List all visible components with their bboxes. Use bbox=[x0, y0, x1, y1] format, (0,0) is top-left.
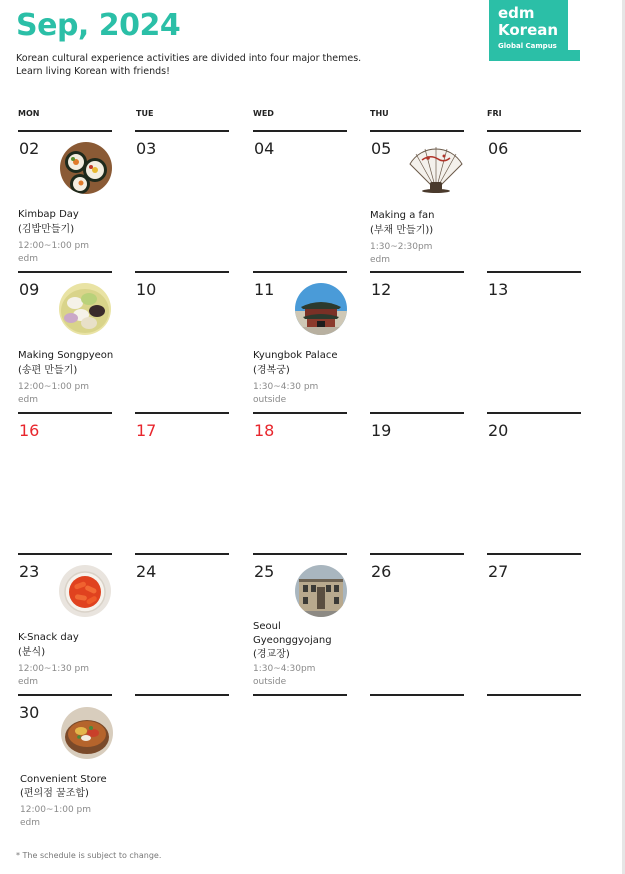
holiday-day-number: 17 bbox=[136, 421, 157, 440]
day-cell-27 bbox=[487, 553, 581, 689]
weekday-wed: WED bbox=[253, 109, 274, 118]
event-time: 1:30~4:30 pm bbox=[253, 382, 319, 392]
day-cell-26 bbox=[370, 553, 464, 689]
event-title-line-1: Seoul bbox=[253, 621, 281, 632]
day-cell-23 bbox=[18, 553, 112, 689]
event-title: Making a fan bbox=[370, 210, 435, 221]
holiday-day-number: 18 bbox=[254, 421, 275, 440]
day-divider bbox=[253, 553, 347, 555]
weekday-mon: MON bbox=[18, 109, 40, 118]
day-divider bbox=[135, 553, 229, 555]
day-divider bbox=[135, 130, 229, 132]
day-cell-30 bbox=[18, 694, 112, 830]
event-korean-title: (부채 만들기)) bbox=[370, 225, 434, 236]
subtitle-line-2: Learn living Korean with friends! bbox=[16, 66, 170, 77]
store-food-photo bbox=[61, 707, 113, 759]
day-cell-12 bbox=[370, 271, 464, 407]
day-number: 19 bbox=[371, 421, 392, 440]
day-cell-16 bbox=[18, 412, 112, 548]
day-divider bbox=[18, 271, 112, 273]
event-time: 1:30~4:30pm bbox=[253, 664, 316, 674]
logo-text-campus: Global Campus bbox=[498, 42, 557, 50]
day-divider bbox=[487, 553, 581, 555]
day-cell-06 bbox=[487, 130, 581, 266]
event-title-line-2: Gyeonggyojang bbox=[253, 635, 332, 646]
day-divider bbox=[135, 271, 229, 273]
logo-text-edm: edm bbox=[498, 4, 535, 22]
event-location: outside bbox=[253, 677, 287, 687]
event-korean-title: (김밥만들기) bbox=[18, 224, 75, 235]
day-number: 25 bbox=[254, 562, 275, 581]
event-location: edm bbox=[20, 818, 41, 828]
day-cell-05 bbox=[370, 130, 464, 266]
event-time: 12:00~1:30 pm bbox=[18, 664, 90, 674]
day-divider bbox=[253, 271, 347, 273]
day-number: 13 bbox=[488, 280, 509, 299]
day-divider bbox=[253, 694, 347, 696]
event-time: 12:00~1:00 pm bbox=[18, 241, 90, 251]
event-korean-title: (송편 만들기) bbox=[18, 365, 78, 376]
event-title: Kyungbok Palace bbox=[253, 350, 338, 361]
event-location: edm bbox=[18, 677, 39, 687]
day-divider bbox=[18, 412, 112, 414]
weekday-tue: TUE bbox=[136, 109, 154, 118]
day-cell-17 bbox=[135, 412, 229, 548]
event-location: edm bbox=[370, 255, 391, 265]
day-number: 27 bbox=[488, 562, 509, 581]
day-divider bbox=[18, 130, 112, 132]
day-divider bbox=[370, 271, 464, 273]
day-number: 30 bbox=[19, 703, 40, 722]
day-cell-11 bbox=[253, 271, 347, 407]
day-divider bbox=[253, 412, 347, 414]
event-title: Kimbap Day bbox=[18, 209, 79, 220]
day-divider bbox=[18, 694, 112, 696]
day-divider bbox=[487, 694, 581, 696]
holiday-day-number: 16 bbox=[19, 421, 40, 440]
event-time: 1:30~2:30pm bbox=[370, 242, 433, 252]
day-cell-03 bbox=[135, 130, 229, 266]
page-title: Sep, 2024 bbox=[16, 8, 181, 43]
event-korean-title: (경복궁) bbox=[253, 365, 290, 376]
day-divider bbox=[253, 130, 347, 132]
day-divider bbox=[18, 553, 112, 555]
songpyeon-photo bbox=[59, 283, 111, 335]
day-number: 11 bbox=[254, 280, 275, 299]
day-cell-20 bbox=[487, 412, 581, 548]
event-time: 12:00~1:00 pm bbox=[20, 805, 92, 815]
day-cell-02 bbox=[18, 130, 112, 266]
day-number: 10 bbox=[136, 280, 157, 299]
day-cell-19 bbox=[370, 412, 464, 548]
day-divider bbox=[135, 694, 229, 696]
day-number: 05 bbox=[371, 139, 392, 158]
day-cell-24 bbox=[135, 553, 229, 689]
day-number: 24 bbox=[136, 562, 157, 581]
day-number: 09 bbox=[19, 280, 40, 299]
day-divider bbox=[135, 412, 229, 414]
kimbap-photo bbox=[60, 142, 112, 194]
event-location: edm bbox=[18, 254, 39, 264]
fan-photo bbox=[408, 144, 464, 194]
logo-text-korean: Korean bbox=[498, 21, 559, 39]
day-number: 06 bbox=[488, 139, 509, 158]
event-location: outside bbox=[253, 395, 287, 405]
day-number: 26 bbox=[371, 562, 392, 581]
day-divider bbox=[370, 694, 464, 696]
day-number: 20 bbox=[488, 421, 509, 440]
tteokbokki-photo bbox=[59, 565, 111, 617]
event-time: 12:00~1:00 pm bbox=[18, 382, 90, 392]
day-divider bbox=[487, 130, 581, 132]
day-divider bbox=[370, 412, 464, 414]
day-cell-09 bbox=[18, 271, 112, 407]
event-korean-title: (경교장) bbox=[253, 649, 290, 660]
day-number: 12 bbox=[371, 280, 392, 299]
event-korean-title: (분식) bbox=[18, 647, 46, 658]
gyeonggyojang-photo bbox=[295, 565, 347, 617]
event-title: K-Snack day bbox=[18, 632, 79, 643]
day-number: 04 bbox=[254, 139, 275, 158]
schedule-note: * The schedule is subject to change. bbox=[16, 851, 162, 860]
weekday-fri: FRI bbox=[487, 109, 502, 118]
day-divider bbox=[370, 553, 464, 555]
day-divider bbox=[370, 130, 464, 132]
event-title: Making Songpyeon bbox=[18, 350, 114, 361]
day-number: 02 bbox=[19, 139, 40, 158]
day-number: 23 bbox=[19, 562, 40, 581]
day-cell-10 bbox=[135, 271, 229, 407]
logo-accent bbox=[568, 50, 580, 61]
palace-photo bbox=[295, 283, 347, 335]
event-location: edm bbox=[18, 395, 39, 405]
subtitle-line-1: Korean cultural experience activities are divided into four major themes. bbox=[16, 53, 362, 64]
day-cell-18 bbox=[253, 412, 347, 548]
day-divider bbox=[487, 271, 581, 273]
day-cell-25 bbox=[253, 553, 347, 689]
day-cell-04 bbox=[253, 130, 347, 266]
day-number: 03 bbox=[136, 139, 157, 158]
event-korean-title: (편의점 꿀조합) bbox=[20, 788, 89, 799]
page-subtitle bbox=[16, 52, 361, 78]
day-cell-13 bbox=[487, 271, 581, 407]
weekday-thu: THU bbox=[370, 109, 389, 118]
day-divider bbox=[487, 412, 581, 414]
event-title: Convenient Store bbox=[20, 774, 107, 785]
